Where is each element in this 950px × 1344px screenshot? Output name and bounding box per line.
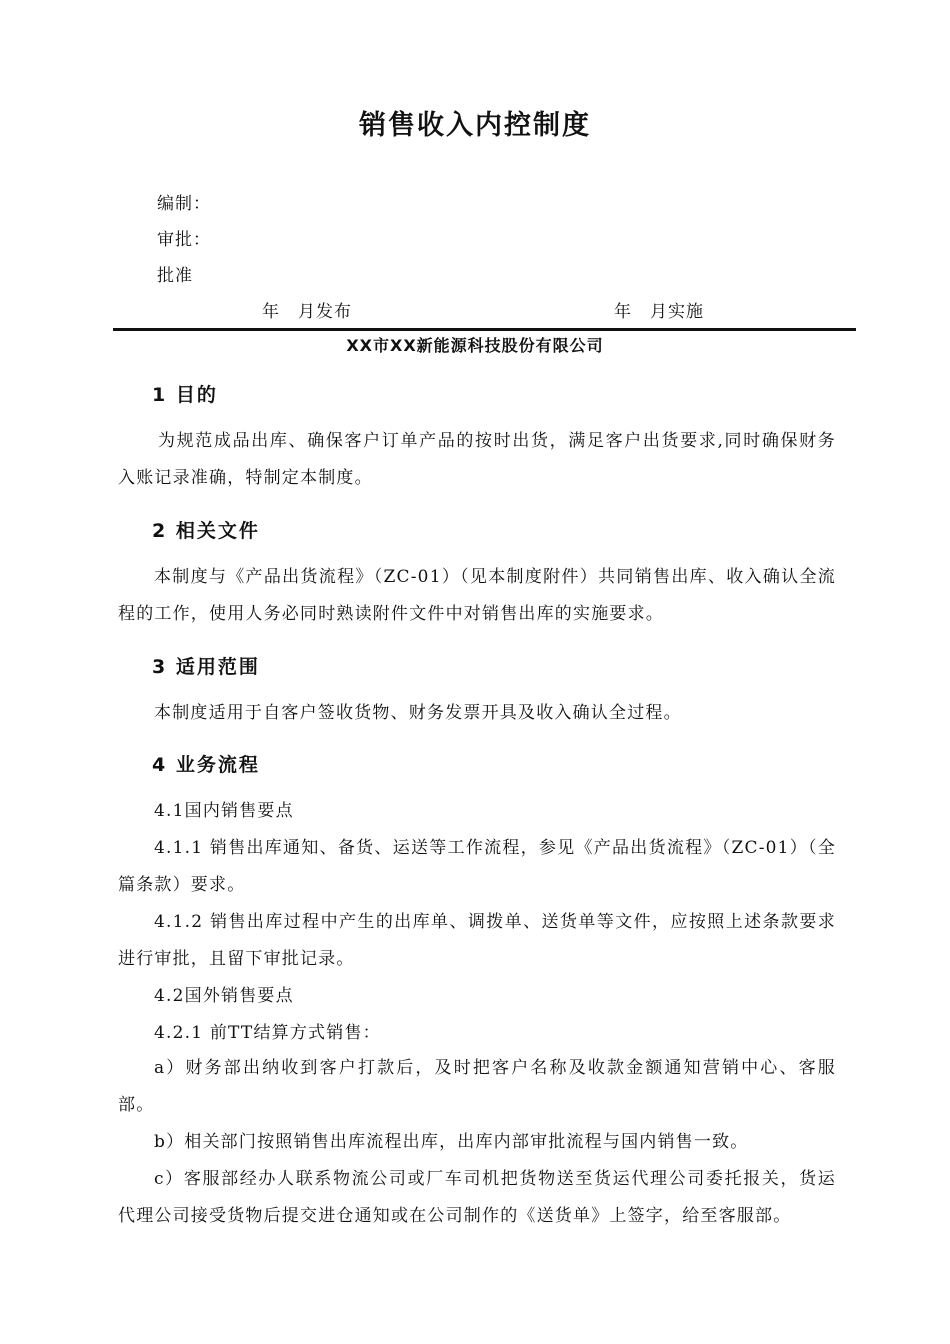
clause-paragraph: 4.1.1 销售出库通知、备货、运送等工作流程，参见《产品出货流程》（ZC-01）（全篇条款）要求。: [118, 838, 836, 895]
effective-date: 年 月实施: [614, 302, 704, 322]
approved-by-field: 批准: [157, 266, 193, 286]
section-heading-purpose: 1 目的: [152, 384, 218, 406]
compiled-by-field: 编制：: [157, 194, 211, 214]
header-divider: [113, 328, 856, 331]
release-date: 年 月发布: [262, 302, 352, 322]
clause-paragraph: 4.2.1 前TT结算方式销售：: [154, 1023, 381, 1043]
section-paragraph: 为规范成品出库、确保客户订单产品的按时出货，满足客户出货要求,同时确保财务入账记录准确，特制定本制度。: [118, 431, 836, 488]
clause-paragraph: 4.1.2 销售出库过程中产生的出库单、调拨单、送货单等文件，应按照上述条款要求进行审批，且留下审批记录。: [118, 912, 836, 969]
reviewed-by-field: 审批：: [157, 230, 211, 250]
company-name: XX市XX新能源科技股份有限公司: [346, 336, 604, 355]
subsection-title: 4.1国内销售要点: [154, 801, 294, 821]
document-title: 销售收入内控制度: [359, 110, 591, 141]
section-heading-business-process: 4 业务流程: [152, 754, 260, 776]
list-item: b）相关部门按照销售出库流程出库，出库内部审批流程与国内销售一致。: [154, 1132, 749, 1152]
section-heading-related-documents: 2 相关文件: [152, 520, 260, 542]
list-item: a）财务部出纳收到客户打款后，及时把客户名称及收款金额通知营销中心、客服部。: [118, 1058, 836, 1115]
subsection-title: 4.2国外销售要点: [154, 986, 294, 1006]
section-paragraph: 本制度与《产品出货流程》（ZC-01）（见本制度附件）共同销售出库、收入确认全流程的工作，使用人务必同时熟读附件文件中对销售出库的实施要求。: [118, 567, 836, 624]
list-item: c）客服部经办人联系物流公司或厂车司机把货物送至货运代理公司委托报关，货运代理公司接受货物后提交进仓通知或在公司制作的《送货单》上签字，给至客服部。: [118, 1169, 836, 1226]
section-heading-scope: 3 适用范围: [152, 656, 260, 678]
section-paragraph: 本制度适用于自客户签收货物、财务发票开具及收入确认全过程。: [154, 703, 682, 723]
